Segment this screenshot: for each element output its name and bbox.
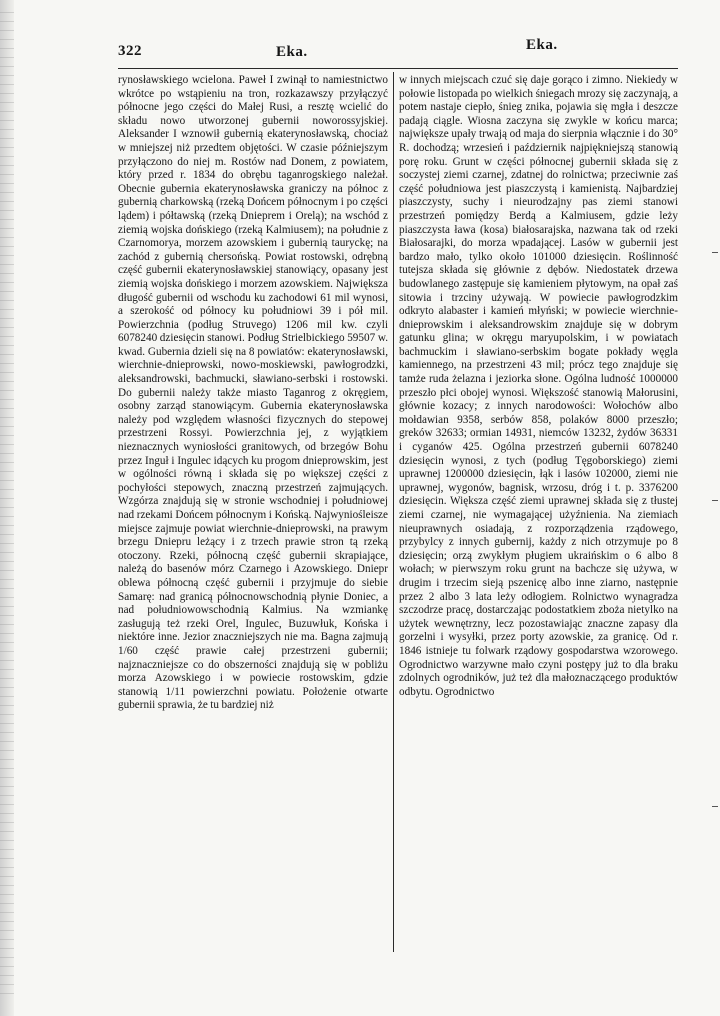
margin-tick [712, 500, 718, 501]
running-head-right: Eka. [526, 37, 558, 53]
column-separator [393, 72, 394, 952]
text-column-left [118, 74, 388, 954]
left-column-text: rynosławskiego wcielona. Paweł I zwinął to namiestnictwo wkrótce po wstąpieniu na tron, rozkazawszy przyłączyć północne jego części do Małej Rusi, a resztę wcielić do składu nowo utworzonej gubernii noworossyjskiej. Aleksander I wznowił gubernią ekaterynosławską, chociaż w mniejszej niż przedtem objętości. W czasie późniejszym przyłączono do niej m. Rostów nad Donem, z powiatem, który przed r. 1834 do obrębu taganrogskiego należał. Obecnie gubernia ekaterynosławska graniczy na północ z gubernią charkowską (rzeką Dońcem północnym i po części lądem) i półtawską (rzeką Dnieprem i Orelą); na wschód z ziemią wojska dońskiego (rzeką Kalmiusem); na południe z Czarnomorya, morzem azowskiem i gubernią tauryckę; na zachód z gubernią chersońską. Powiat rostowski, odrębną część gubernii ekaterynosławskiej stanowiący, opasany jest ziemią wojska dońskiego i morzem azowskiem. Największa długość gubernii od wschodu ku zachodowi 61 mil wynosi, a szerokość od północy ku południowi 39 i pół mil. Powierzchnia (podług Struvego) 1206 mil kw. czyli 6078240 dziesięcin stanowi. Podług Strielbickiego 59507 w. kwad. Gubernia dzieli się na 8 powiatów: ekaterynosławski, wierchnie-dnieprowski, nowo-moskiewski, pawłogrodzki, aleksandrowski, bachmucki, sławiano-serbski i rostowski. Do gubernii należy także miasto Taganrog z okręgiem, osobny zarząd stanowiącym. Gubernia ekaterynosławska należy pod względem własności fizycznych do stepowej przestrzeni Rossyi. Powierzchnia jej, z wyjątkiem nieznacznych wyniosłości granitowych, od brzegów Bohu przez Inguł i Ingulec idących ku progom dnieprowskim, jest w ogólności równą i składa się po większej części z pochyłości stepowych, znaczną przestrzeń zajmujących. Wzgórza znajdują się w stronie wschodniej i południowej nad rzekami Dońcem północnym i Końską. Najwyniośleisze miejsce zajmuje powiat wierchnie-dnieprowski, na prawym brzegu Dniepru leżący i z trzech prawie stron tą rzeką otoczony. Rzeki, północną część gubernii skrapiające, należą do basenów mórz Czarnego i Azowskiego. Dniepr oblewa północną część gubernii i przyjmuje do siebie Samarę: nad granicą północnowschodnią płynie Doniec, a nad południowowschodnią Kalmius. Na wzmiankę zasługują też rzeki Orel, Ingulec, Buzuwłuk, Końska i niektóre inne. Jezior znaczniejszych nie ma. Bagna zajmują 1/60 część prawie całej przestrzeni gubernii; najznaczniejsze co do obszerności znajdują się w pobliżu morza Azowskiego i w powiecie rostowskim, gdzie stanowią 1/11 powierzchni powiatu. Położenie otwarte gubernii sprawia, że tu bardziej niż [118, 74, 388, 712]
page-header [118, 37, 680, 61]
page-number: 322 [118, 43, 142, 59]
text-column-right [399, 74, 678, 954]
running-head-left: Eka. [276, 44, 308, 60]
binding-marks [0, 12, 14, 1002]
right-column-text: w innych miejscach czuć się daje gorąco i zimno. Niekiedy w połowie listopada po wielkich śniegach mrozy się zaczynają, a potem nastaje ciepło, śnieg znika, pojawia się mgła i deszcze padają ciągle. Wiosna zaczyna się zwykle w końcu marca; największe upały trwają od maja do sierpnia włącznie i do 30° R. dochodzą; wrzesień i październik najpiękniejszą stanowią porę roku. Grunt w części północnej gubernii składa się z soczystej ziemi czarnej, zdatnej do rolnictwa; przeciwnie zaś część południowa jest piaszczystą i kamienistą. Najbardziej piaszczysty, suchy i nieurodzajny pas ziemi stanowi przestrzeń pomiędzy Berdą a Kalmiusem, gdzie leży piaszczysta ława (kosa) białosarajska, nazwana tak od rzeki Białosarajki, do morza wpadającej. Lasów w gubernii jest bardzo mało, tylko około 101000 dziesięcin. Roślinność tutejsza składa się głównie z dębów. Niedostatek drzewa budowlanego zastępuje się kamieniem płytowym, na opał zaś sitowia i trzciny używają. W powiecie pawłogrodzkim odkryto alabaster i kamień młyński; w powiecie wierchnie-dnieprowskim i aleksandrowskim znajduje się w dobrym gatunku glina; w okręgu maryupolskim, i w powiatach bachmuckim i sławiano-serbskim bogate pokłady węgla kamiennego, na przestrzeni 43 mil; prócz tego znajduje się tamże ruda żelazna i jeziorka słone. Ogólna ludność 1000000 przeszło płci obojej wynosi. Większość stanowią Małorusini, głównie kozacy; z innych narodowości: Wołochów albo mołdawian 9358, serbów 858, polaków 8000 przeszło; greków 32633; ormian 14931, niemców 13232, żydów 36331 i cyganów 425. Ogólna przestrzeń gubernii 6078240 dziesięcin wynosi, z tych (podług Tęgoborskiego) ziemi uprawnej 1200000 dziesięcin, łąk i lasów 102000, ziemi nie uprawnej, wygonów, bagnisk, wrzosu, dróg i t. p. 3376200 dziesięcin. Większa część ziemi uprawnej składa się z tłustej ziemi czarnej, nie wymagającej użyźnienia. Na ziemiach nieuprawnych osiadają, z rozporządzenia rządowego, przybylcy z innych gubernij, każdy z nich otrzymuje po 8 dziesięcin; orzą zwykłym pługiem ukraińskim o 6 albo 8 wołach; w pierwszym roku grunt na bachcze się używa, w drugim i trzecim sieją pszenicę albo inne ziarno, następnie przez 2 albo 3 lata leży odłogiem. Rolnictwo wynagradza szczodrze pracę, dostarczając podostatkiem zboża nietylko na użytek wewnętrzny, lecz pozostawiając znaczne zapasy dla gorzelni i wysyłki, przez porty azowskie, za granicę. Od r. 1846 istnieje tu folwark rządowy gospodarstwa wzorowego. Ogrodnictwo warzywne mało czyni postępy już to dla braku zdolnych ogrodników, już też dla małoznaczącego produktów odbytu. Ogrodnictwo [399, 74, 678, 698]
page-right-margin [702, 0, 720, 1016]
margin-tick [712, 252, 718, 253]
header-rule [118, 68, 678, 69]
margin-tick [712, 806, 718, 807]
